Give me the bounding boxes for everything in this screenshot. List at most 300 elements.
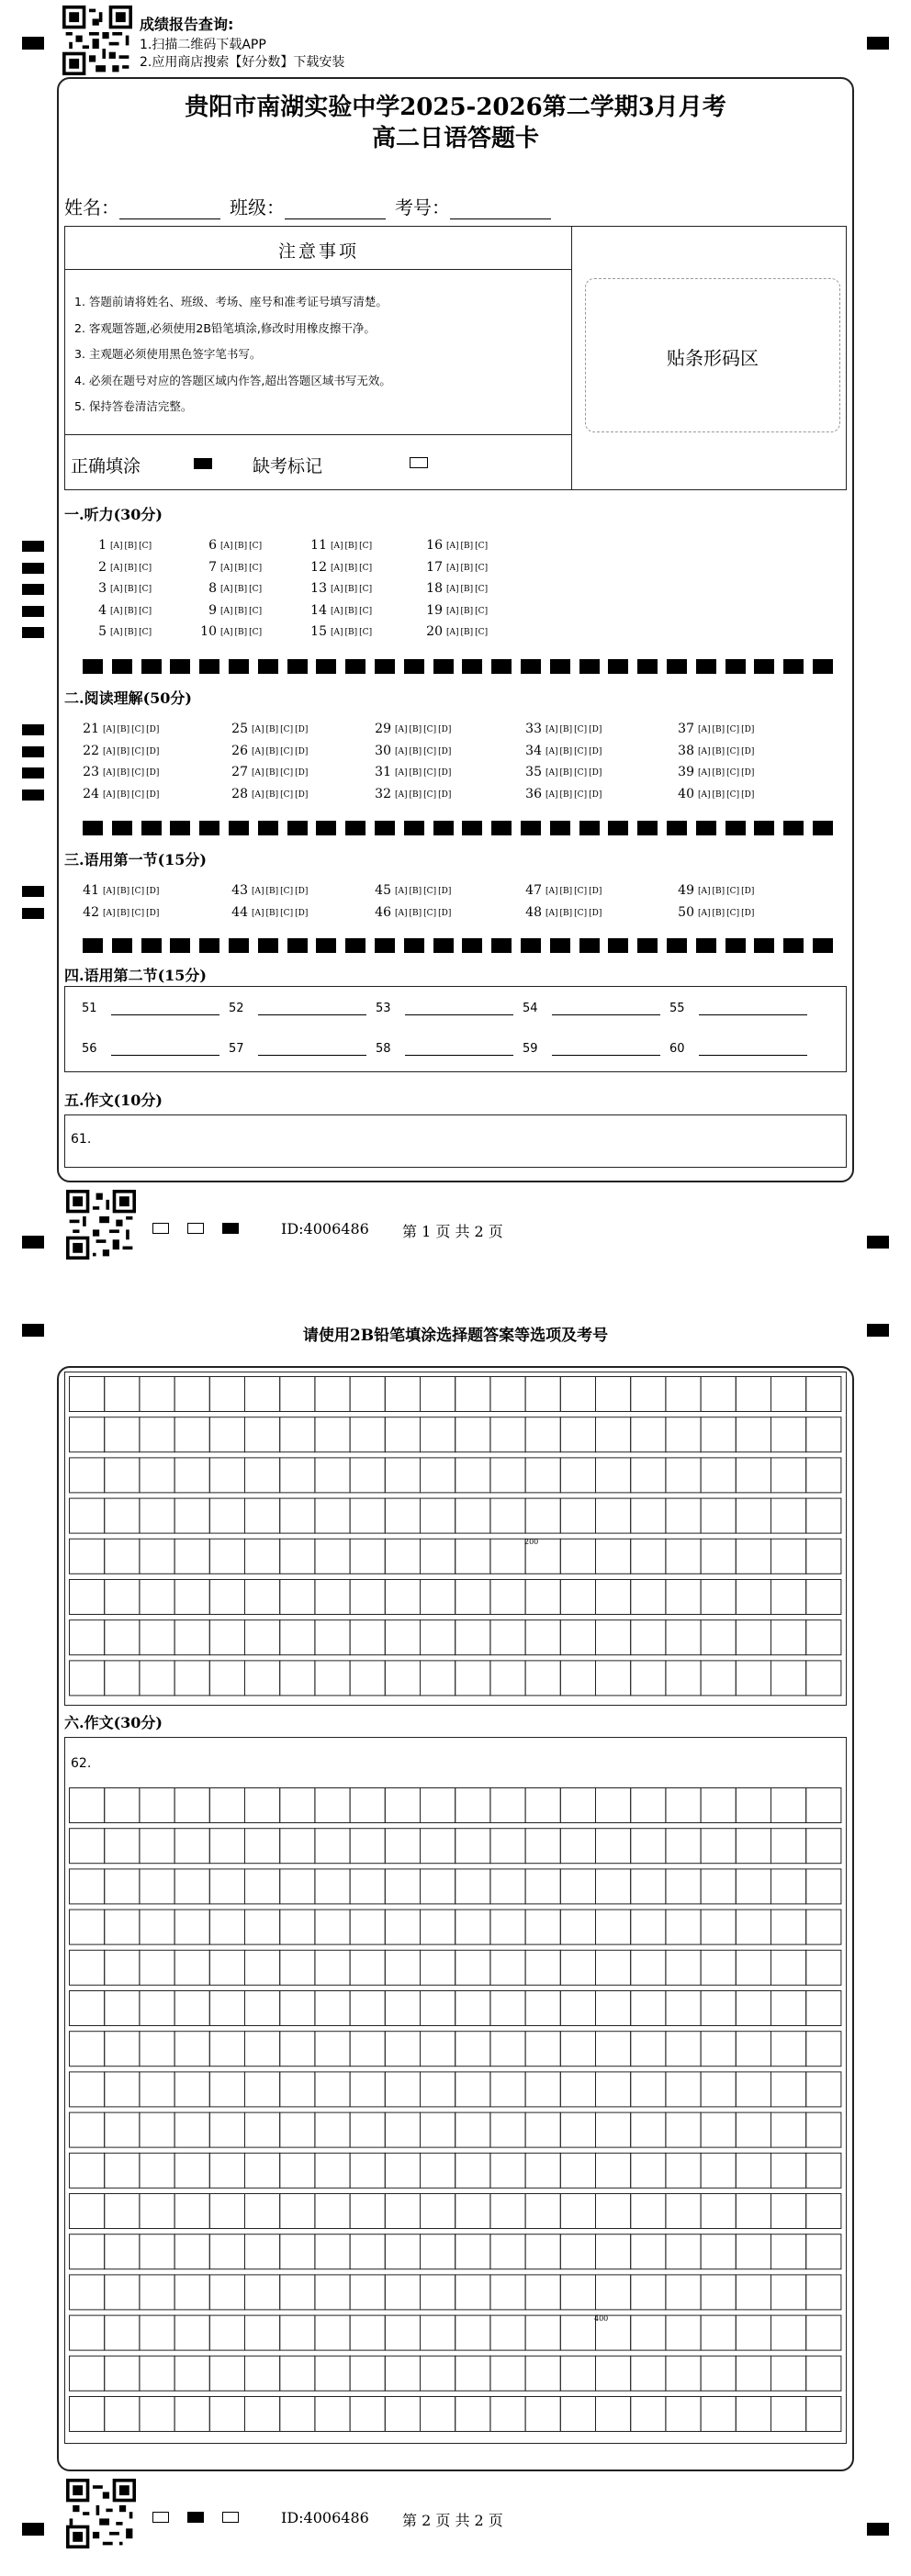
grid-cell[interactable] — [596, 1788, 631, 1823]
grid-cell[interactable] — [806, 1539, 841, 1574]
grid-cell[interactable] — [631, 2112, 666, 2147]
option-bubble[interactable]: [A] — [545, 746, 558, 756]
grid-cell[interactable] — [350, 1910, 385, 1944]
grid-cell[interactable] — [70, 2315, 105, 2350]
grid-cell[interactable] — [806, 1910, 841, 1944]
grid-cell[interactable] — [209, 2397, 244, 2432]
grid-cell[interactable] — [525, 2153, 560, 2188]
option-bubble[interactable]: [A] — [331, 563, 343, 573]
grid-cell[interactable] — [315, 1910, 350, 1944]
option-bubble[interactable]: [A] — [698, 908, 711, 918]
grid-cell[interactable] — [350, 1829, 385, 1864]
grid-cell[interactable] — [806, 1580, 841, 1615]
grid-cell[interactable] — [209, 1950, 244, 1985]
option-bubble[interactable]: [D] — [146, 768, 160, 778]
grid-cell[interactable] — [701, 1498, 736, 1533]
grid-cell[interactable] — [245, 1417, 280, 1452]
grid-cell[interactable] — [701, 1620, 736, 1655]
grid-cell[interactable] — [105, 1458, 140, 1493]
option-bubble[interactable]: [D] — [295, 746, 309, 756]
grid-cell[interactable] — [525, 2194, 560, 2229]
grid-cell[interactable] — [280, 2356, 315, 2391]
grid-cell[interactable] — [174, 1788, 209, 1823]
grid-cell[interactable] — [421, 1991, 456, 2026]
option-bubble[interactable]: [A] — [545, 768, 558, 778]
question-48[interactable] — [518, 905, 603, 920]
grid-cell[interactable] — [421, 2032, 456, 2066]
grid-cell[interactable] — [105, 2397, 140, 2432]
option-bubble[interactable]: [B] — [712, 725, 725, 734]
grid-cell[interactable] — [315, 2194, 350, 2229]
option-bubble[interactable]: [A] — [446, 628, 459, 637]
grid-cell[interactable] — [666, 2315, 701, 2350]
grid-cell[interactable] — [771, 1620, 806, 1655]
grid-cell[interactable] — [525, 1661, 560, 1696]
grid-cell[interactable] — [70, 1580, 105, 1615]
grid-cell[interactable] — [490, 2194, 525, 2229]
grid-cell[interactable] — [560, 1539, 595, 1574]
grid-cell[interactable] — [560, 1580, 595, 1615]
grid-cell[interactable] — [736, 1417, 770, 1452]
grid-cell[interactable] — [70, 2112, 105, 2147]
grid-cell[interactable] — [421, 1458, 456, 1493]
grid-cell[interactable] — [174, 1991, 209, 2026]
question-34[interactable] — [518, 744, 603, 758]
grid-cell[interactable] — [701, 1539, 736, 1574]
option-bubble[interactable]: [B] — [460, 563, 474, 573]
grid-cell[interactable] — [280, 2234, 315, 2269]
grid-cell[interactable] — [560, 1869, 595, 1904]
grid-cell[interactable] — [70, 1458, 105, 1493]
grid-cell[interactable] — [666, 1991, 701, 2026]
grid-cell[interactable] — [209, 2275, 244, 2310]
grid-cell[interactable] — [174, 1539, 209, 1574]
grid-cell[interactable] — [666, 1498, 701, 1533]
grid-cell[interactable] — [771, 1869, 806, 1904]
grid-cell[interactable] — [456, 1829, 490, 1864]
grid-cell[interactable] — [350, 2032, 385, 2066]
grid-cell[interactable] — [596, 2153, 631, 2188]
option-bubble[interactable]: [B] — [265, 746, 279, 756]
grid-cell[interactable] — [245, 2275, 280, 2310]
grid-cell[interactable] — [771, 1377, 806, 1412]
option-bubble[interactable]: [C] — [574, 725, 588, 734]
grid-cell[interactable] — [245, 2234, 280, 2269]
option-bubble[interactable]: [D] — [741, 768, 755, 778]
grid-cell[interactable] — [631, 2275, 666, 2310]
grid-cell[interactable] — [666, 2153, 701, 2188]
option-bubble[interactable]: [A] — [395, 768, 408, 778]
grid-cell[interactable] — [525, 1620, 560, 1655]
grid-cell[interactable] — [596, 1910, 631, 1944]
question-3[interactable] — [83, 581, 153, 596]
grid-cell[interactable] — [771, 2112, 806, 2147]
grid-cell[interactable] — [456, 1580, 490, 1615]
grid-cell[interactable] — [456, 2194, 490, 2229]
grid-cell[interactable] — [666, 2194, 701, 2229]
grid-cell[interactable] — [245, 1620, 280, 1655]
grid-cell[interactable] — [350, 2397, 385, 2432]
grid-cell[interactable] — [70, 2194, 105, 2229]
grid-cell[interactable] — [209, 1788, 244, 1823]
grid-cell[interactable] — [315, 2072, 350, 2107]
option-bubble[interactable]: [A] — [103, 725, 116, 734]
grid-cell[interactable] — [280, 1580, 315, 1615]
option-bubble[interactable]: [B] — [265, 887, 279, 896]
grid-cell[interactable] — [666, 1910, 701, 1944]
option-bubble[interactable]: [D] — [589, 887, 602, 896]
fill-blank-52[interactable] — [229, 1002, 244, 1015]
grid-cell[interactable] — [736, 2112, 770, 2147]
grid-cell[interactable] — [140, 1829, 174, 1864]
question-22[interactable] — [75, 744, 161, 758]
option-bubble[interactable]: [B] — [409, 908, 422, 918]
grid-cell[interactable] — [771, 2032, 806, 2066]
grid-cell[interactable] — [315, 2315, 350, 2350]
grid-cell[interactable] — [666, 1377, 701, 1412]
grid-cell[interactable] — [560, 2234, 595, 2269]
grid-cell[interactable] — [245, 2072, 280, 2107]
grid-cell[interactable] — [701, 2234, 736, 2269]
grid-cell[interactable] — [456, 1661, 490, 1696]
option-bubble[interactable]: [C] — [139, 606, 152, 616]
grid-cell[interactable] — [350, 1377, 385, 1412]
option-bubble[interactable]: [D] — [146, 746, 160, 756]
blank-line[interactable] — [699, 1014, 807, 1015]
grid-cell[interactable] — [315, 2397, 350, 2432]
grid-cell[interactable] — [105, 1539, 140, 1574]
grid-cell[interactable] — [736, 1498, 770, 1533]
grid-cell[interactable] — [560, 1991, 595, 2026]
option-bubble[interactable]: [C] — [726, 746, 740, 756]
grid-cell[interactable] — [209, 1661, 244, 1696]
option-bubble[interactable]: [C] — [139, 628, 152, 637]
grid-cell[interactable] — [280, 1620, 315, 1655]
grid-cell[interactable] — [525, 1498, 560, 1533]
grid-cell[interactable] — [456, 1620, 490, 1655]
grid-cell[interactable] — [105, 1580, 140, 1615]
grid-cell[interactable] — [315, 1661, 350, 1696]
fill-blank-56[interactable] — [82, 1042, 97, 1056]
question-27[interactable] — [224, 765, 309, 779]
grid-cell[interactable] — [736, 1458, 770, 1493]
option-bubble[interactable]: [C] — [280, 725, 294, 734]
grid-cell[interactable] — [315, 1377, 350, 1412]
option-bubble[interactable]: [B] — [344, 563, 358, 573]
grid-cell[interactable] — [631, 2315, 666, 2350]
option-bubble[interactable]: [A] — [110, 628, 123, 637]
grid-cell[interactable] — [596, 1539, 631, 1574]
grid-cell[interactable] — [350, 2153, 385, 2188]
question-44[interactable] — [224, 905, 309, 920]
grid-cell[interactable] — [174, 2194, 209, 2229]
grid-cell[interactable] — [315, 1991, 350, 2026]
option-bubble[interactable]: [A] — [252, 746, 264, 756]
grid-cell[interactable] — [209, 2153, 244, 2188]
grid-cell[interactable] — [105, 1661, 140, 1696]
question-16[interactable] — [419, 538, 489, 553]
grid-cell[interactable] — [701, 1950, 736, 1985]
option-bubble[interactable]: [B] — [460, 606, 474, 616]
option-bubble[interactable]: [A] — [545, 887, 558, 896]
option-bubble[interactable]: [D] — [295, 887, 309, 896]
grid-cell[interactable] — [245, 1580, 280, 1615]
option-bubble[interactable]: [D] — [438, 887, 452, 896]
grid-cell[interactable] — [140, 2397, 174, 2432]
grid-cell[interactable] — [490, 2234, 525, 2269]
grid-cell[interactable] — [105, 2153, 140, 2188]
grid-cell[interactable] — [280, 2275, 315, 2310]
grid-cell[interactable] — [666, 2356, 701, 2391]
option-bubble[interactable]: [B] — [344, 606, 358, 616]
grid-cell[interactable] — [174, 1498, 209, 1533]
grid-cell[interactable] — [525, 1950, 560, 1985]
grid-cell[interactable] — [490, 2112, 525, 2147]
grid-cell[interactable] — [315, 2153, 350, 2188]
grid-cell[interactable] — [105, 2234, 140, 2269]
grid-cell[interactable] — [596, 1417, 631, 1452]
grid-cell[interactable] — [105, 1910, 140, 1944]
grid-cell[interactable] — [456, 2356, 490, 2391]
option-bubble[interactable]: [B] — [234, 606, 248, 616]
blank-line[interactable] — [699, 1055, 807, 1056]
option-bubble[interactable]: [B] — [124, 542, 138, 551]
option-bubble[interactable]: [C] — [131, 887, 145, 896]
grid-cell[interactable] — [631, 2072, 666, 2107]
question-5[interactable] — [83, 624, 153, 639]
grid-cell[interactable] — [245, 2194, 280, 2229]
grid-cell[interactable] — [456, 2032, 490, 2066]
grid-cell[interactable] — [596, 2234, 631, 2269]
grid-cell[interactable] — [105, 1991, 140, 2026]
grid-cell[interactable] — [350, 2194, 385, 2229]
option-bubble[interactable]: [A] — [103, 887, 116, 896]
option-bubble[interactable]: [C] — [359, 563, 373, 573]
grid-cell[interactable] — [70, 2072, 105, 2107]
grid-cell[interactable] — [70, 2275, 105, 2310]
question-50[interactable] — [670, 905, 756, 920]
grid-cell[interactable] — [140, 1539, 174, 1574]
option-bubble[interactable]: [B] — [559, 725, 573, 734]
grid-cell[interactable] — [70, 1498, 105, 1533]
grid-cell[interactable] — [245, 2112, 280, 2147]
grid-cell[interactable] — [70, 1869, 105, 1904]
grid-cell[interactable] — [350, 2234, 385, 2269]
option-bubble[interactable]: [B] — [117, 725, 130, 734]
grid-cell[interactable] — [456, 2397, 490, 2432]
question-35[interactable] — [518, 765, 603, 779]
question-45[interactable] — [367, 883, 453, 898]
grid-cell[interactable] — [280, 1829, 315, 1864]
grid-cell[interactable] — [560, 2315, 595, 2350]
grid-cell[interactable] — [490, 1580, 525, 1615]
grid-cell[interactable] — [596, 1829, 631, 1864]
grid-cell[interactable] — [560, 1950, 595, 1985]
grid-cell[interactable] — [771, 2315, 806, 2350]
option-bubble[interactable]: [C] — [726, 725, 740, 734]
grid-cell[interactable] — [280, 1661, 315, 1696]
option-bubble[interactable]: [C] — [280, 790, 294, 800]
option-bubble[interactable]: [A] — [331, 606, 343, 616]
grid-cell[interactable] — [385, 1788, 420, 1823]
grid-cell[interactable] — [140, 1910, 174, 1944]
grid-cell[interactable] — [105, 1869, 140, 1904]
grid-cell[interactable] — [174, 1620, 209, 1655]
grid-cell[interactable] — [701, 2032, 736, 2066]
grid-cell[interactable] — [560, 1661, 595, 1696]
option-bubble[interactable]: [C] — [574, 768, 588, 778]
grid-cell[interactable] — [631, 1458, 666, 1493]
grid-cell[interactable] — [350, 1661, 385, 1696]
question-15[interactable] — [303, 624, 374, 639]
option-bubble[interactable]: [C] — [280, 746, 294, 756]
grid-cell[interactable] — [245, 1950, 280, 1985]
option-bubble[interactable]: [B] — [712, 746, 725, 756]
blank-line[interactable] — [111, 1055, 219, 1056]
option-bubble[interactable]: [A] — [698, 790, 711, 800]
grid-cell[interactable] — [771, 2275, 806, 2310]
option-bubble[interactable]: [C] — [574, 790, 588, 800]
grid-cell[interactable] — [385, 1498, 420, 1533]
option-bubble[interactable]: [C] — [131, 908, 145, 918]
option-bubble[interactable]: [D] — [589, 746, 602, 756]
grid-cell[interactable] — [701, 2315, 736, 2350]
writing-grid-1[interactable] — [69, 1376, 842, 1701]
option-bubble[interactable]: [A] — [698, 725, 711, 734]
option-bubble[interactable]: [B] — [124, 585, 138, 594]
grid-cell[interactable] — [105, 1498, 140, 1533]
grid-cell[interactable] — [174, 2153, 209, 2188]
grid-cell[interactable] — [70, 2032, 105, 2066]
option-bubble[interactable]: [A] — [446, 606, 459, 616]
grid-cell[interactable] — [806, 1950, 841, 1985]
option-bubble[interactable]: [C] — [139, 542, 152, 551]
grid-cell[interactable] — [560, 2112, 595, 2147]
grid-cell[interactable] — [105, 2275, 140, 2310]
grid-cell[interactable] — [209, 1498, 244, 1533]
grid-cell[interactable] — [209, 1539, 244, 1574]
grid-cell[interactable] — [280, 2112, 315, 2147]
grid-cell[interactable] — [490, 1417, 525, 1452]
grid-cell[interactable] — [525, 1869, 560, 1904]
grid-cell[interactable] — [560, 2072, 595, 2107]
option-bubble[interactable]: [C] — [131, 725, 145, 734]
option-bubble[interactable]: [C] — [359, 628, 373, 637]
question-43[interactable] — [224, 883, 309, 898]
option-bubble[interactable]: [D] — [589, 725, 602, 734]
grid-cell[interactable] — [385, 2032, 420, 2066]
option-bubble[interactable]: [B] — [265, 768, 279, 778]
grid-cell[interactable] — [771, 2356, 806, 2391]
option-bubble[interactable]: [D] — [295, 908, 309, 918]
grid-cell[interactable] — [806, 1377, 841, 1412]
grid-cell[interactable] — [105, 2112, 140, 2147]
grid-cell[interactable] — [315, 1417, 350, 1452]
option-bubble[interactable]: [B] — [460, 585, 474, 594]
grid-cell[interactable] — [666, 2072, 701, 2107]
grid-cell[interactable] — [421, 2153, 456, 2188]
option-bubble[interactable]: [A] — [220, 563, 233, 573]
grid-cell[interactable] — [105, 1788, 140, 1823]
grid-cell[interactable] — [350, 1950, 385, 1985]
option-bubble[interactable]: [B] — [460, 628, 474, 637]
option-bubble[interactable]: [C] — [423, 768, 437, 778]
grid-cell[interactable] — [421, 1417, 456, 1452]
grid-cell[interactable] — [209, 2356, 244, 2391]
grid-cell[interactable] — [421, 2275, 456, 2310]
grid-cell[interactable] — [105, 2072, 140, 2107]
option-bubble[interactable]: [B] — [344, 542, 358, 551]
question-8[interactable] — [193, 581, 264, 596]
option-bubble[interactable]: [B] — [117, 746, 130, 756]
grid-cell[interactable] — [421, 1580, 456, 1615]
option-bubble[interactable]: [A] — [395, 887, 408, 896]
grid-cell[interactable] — [245, 2356, 280, 2391]
question-7[interactable] — [193, 560, 264, 575]
grid-cell[interactable] — [350, 2356, 385, 2391]
question-14[interactable] — [303, 603, 374, 618]
option-bubble[interactable]: [D] — [146, 908, 160, 918]
grid-cell[interactable] — [525, 1580, 560, 1615]
option-bubble[interactable]: [B] — [344, 628, 358, 637]
fill-blank-60[interactable] — [669, 1042, 685, 1056]
grid-cell[interactable] — [140, 1377, 174, 1412]
grid-cell[interactable] — [560, 1788, 595, 1823]
option-bubble[interactable]: [B] — [559, 746, 573, 756]
grid-cell[interactable] — [280, 1539, 315, 1574]
option-bubble[interactable]: [A] — [545, 725, 558, 734]
option-bubble[interactable]: [C] — [475, 563, 489, 573]
grid-cell[interactable] — [140, 1869, 174, 1904]
grid-cell[interactable] — [280, 1377, 315, 1412]
grid-cell[interactable] — [140, 2275, 174, 2310]
grid-cell[interactable] — [174, 2112, 209, 2147]
grid-cell[interactable] — [174, 2234, 209, 2269]
option-bubble[interactable]: [A] — [252, 790, 264, 800]
option-bubble[interactable]: [C] — [726, 768, 740, 778]
question-29[interactable] — [367, 722, 453, 736]
option-bubble[interactable]: [C] — [574, 908, 588, 918]
option-bubble[interactable]: [A] — [698, 746, 711, 756]
option-bubble[interactable]: [D] — [146, 725, 160, 734]
grid-cell[interactable] — [315, 2356, 350, 2391]
grid-cell[interactable] — [245, 1661, 280, 1696]
grid-cell[interactable] — [701, 1910, 736, 1944]
grid-cell[interactable] — [525, 1991, 560, 2026]
question-17[interactable] — [419, 560, 489, 575]
grid-cell[interactable] — [490, 1991, 525, 2026]
grid-cell[interactable] — [245, 1377, 280, 1412]
grid-cell[interactable] — [385, 1950, 420, 1985]
grid-cell[interactable] — [631, 1498, 666, 1533]
option-bubble[interactable]: [C] — [131, 768, 145, 778]
option-bubble[interactable]: [A] — [395, 725, 408, 734]
grid-cell[interactable] — [701, 1458, 736, 1493]
grid-cell[interactable] — [701, 2275, 736, 2310]
option-bubble[interactable]: [C] — [574, 746, 588, 756]
grid-cell[interactable] — [209, 1829, 244, 1864]
grid-cell[interactable] — [525, 1458, 560, 1493]
grid-cell[interactable] — [596, 1377, 631, 1412]
grid-cell[interactable] — [666, 2112, 701, 2147]
option-bubble[interactable]: [C] — [249, 585, 263, 594]
grid-cell[interactable] — [70, 1377, 105, 1412]
grid-cell[interactable] — [385, 2397, 420, 2432]
grid-cell[interactable] — [245, 1910, 280, 1944]
grid-cell[interactable] — [806, 2032, 841, 2066]
option-bubble[interactable]: [C] — [423, 887, 437, 896]
grid-cell[interactable] — [631, 2397, 666, 2432]
